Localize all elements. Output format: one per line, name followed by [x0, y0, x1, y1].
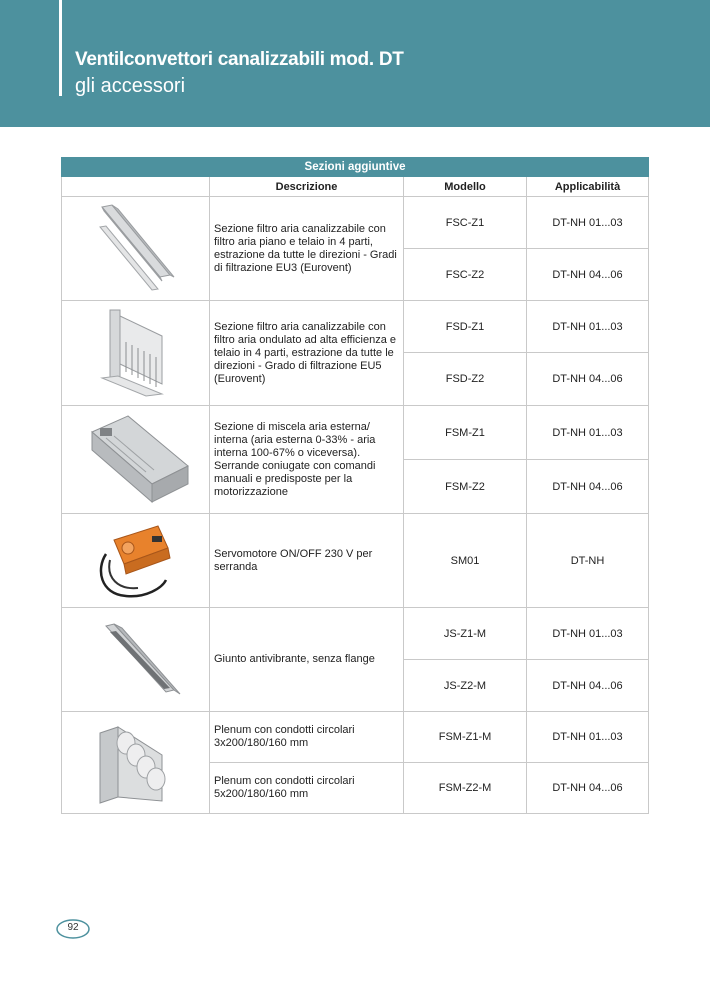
applicability-cell: DT-NH 01...03 [527, 712, 649, 763]
applicability-cell: DT-NH 04...06 [527, 249, 649, 301]
table-row [62, 608, 649, 660]
applicability-cell: DT-NH 04...06 [527, 660, 649, 712]
applicability-cell: DT-NH 01...03 [527, 608, 649, 660]
actuator-image [62, 514, 210, 608]
flexible-joint-image [62, 608, 210, 712]
model-cell: JS-Z1-M [404, 608, 527, 660]
table-row [62, 712, 649, 763]
model-cell: FSM-Z2-M [404, 763, 527, 814]
description-cell: Sezione filtro aria canalizzabile con filtro aria piano e telaio in 4 parti, estrazione da tutte le direzioni - Gradi di filtrazione EU3 (Eurovent) [210, 197, 404, 301]
description-cell: Sezione filtro aria canalizzabile con filtro aria ondulato ad alta efficienza e telaio in 4 parti, estrazione da tutte le direzioni - Grado di filtrazione EU5 (Eurovent) [210, 301, 404, 406]
applicability-cell: DT-NH 04...06 [527, 460, 649, 514]
plenum-image [62, 712, 210, 814]
header-accent-bar [59, 0, 62, 96]
table-row [62, 301, 649, 353]
description-cell: Plenum con condotti circolari 3x200/180/160 mm [210, 712, 404, 763]
model-cell: FSM-Z2 [404, 460, 527, 514]
header-applicability: Applicabilità [527, 177, 649, 197]
accessories-table [61, 157, 649, 814]
model-cell: SM01 [404, 514, 527, 608]
model-cell: FSC-Z2 [404, 249, 527, 301]
applicability-cell: DT-NH 04...06 [527, 763, 649, 814]
header-description: Descrizione [210, 177, 404, 197]
header-image-cell [62, 177, 210, 197]
applicability-cell: DT-NH [527, 514, 649, 608]
model-cell: FSC-Z1 [404, 197, 527, 249]
applicability-cell: DT-NH 01...03 [527, 406, 649, 460]
applicability-cell: DT-NH 04...06 [527, 353, 649, 406]
description-cell: Plenum con condotti circolari 5x200/180/160 mm [210, 763, 404, 814]
page-title: Ventilconvettori canalizzabili mod. DT [75, 49, 404, 70]
description-cell: Giunto antivibrante, senza flange [210, 608, 404, 712]
table-row [62, 514, 649, 608]
table-row [62, 197, 649, 249]
description-cell: Sezione di miscela aria esterna/ interna (aria esterna 0-33% - aria interna 100-67% o viceversa). Serrande coniugate con comandi manuali e predisposte per la motorizzazione [210, 406, 404, 514]
description-cell: Servomotore ON/OFF 230 V per serranda [210, 514, 404, 608]
model-cell: FSD-Z2 [404, 353, 527, 406]
page-header [0, 0, 710, 127]
corrugated-filter-image [62, 301, 210, 406]
model-cell: FSD-Z1 [404, 301, 527, 353]
mixing-section-image [62, 406, 210, 514]
model-cell: FSM-Z1 [404, 406, 527, 460]
applicability-cell: DT-NH 01...03 [527, 197, 649, 249]
table-row [62, 406, 649, 460]
section-title: Sezioni aggiuntive [62, 158, 649, 177]
model-cell: JS-Z2-M [404, 660, 527, 712]
header-model: Modello [404, 177, 527, 197]
applicability-cell: DT-NH 01...03 [527, 301, 649, 353]
page-number [55, 918, 91, 940]
flat-filter-image [62, 197, 210, 301]
model-cell: FSM-Z1-M [404, 712, 527, 763]
page-number-text: 92 [67, 922, 79, 933]
page-subtitle: gli accessori [75, 75, 186, 97]
